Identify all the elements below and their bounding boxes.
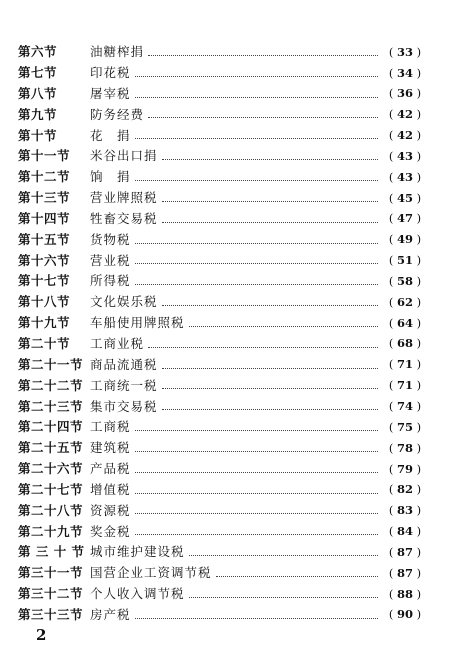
- section-label: 第二十五节: [18, 440, 84, 456]
- section-title: 米谷出口捐: [90, 148, 158, 164]
- toc-entry[interactable]: [18, 501, 428, 522]
- toc-entry[interactable]: [18, 480, 428, 501]
- page-number: ( 64 ): [382, 318, 428, 330]
- page-number: ( 43 ): [382, 151, 428, 163]
- section-label: 第八节: [18, 85, 58, 101]
- section-label: 第十七节: [18, 273, 71, 289]
- section-label: 第三十三节: [18, 606, 84, 622]
- page-number: ( 33 ): [382, 47, 428, 59]
- dot-leader: [148, 347, 378, 348]
- section-title: 所得税: [90, 273, 131, 289]
- page-number: ( 75 ): [382, 422, 428, 434]
- toc-entry[interactable]: [18, 334, 428, 355]
- dot-leader: [135, 472, 378, 473]
- section-title: 集市交易税: [90, 398, 158, 414]
- page-number: ( 78 ): [382, 443, 428, 455]
- section-label: 第十二节: [18, 169, 71, 185]
- dot-leader: [135, 493, 378, 494]
- section-title: 城市维护建设税: [90, 544, 185, 560]
- section-title: 印花税: [90, 65, 131, 81]
- toc-entry[interactable]: [18, 167, 428, 188]
- page-number: ( 43 ): [382, 172, 428, 184]
- section-title: 营业税: [90, 252, 131, 268]
- toc-entry[interactable]: [18, 125, 428, 146]
- section-title: 国营企业工资调节税: [90, 565, 212, 581]
- page-number: ( 71 ): [382, 380, 428, 392]
- page-number: ( 71 ): [382, 359, 428, 371]
- section-title: 防务经费: [90, 106, 145, 122]
- toc-entry[interactable]: [18, 292, 428, 313]
- section-title: 工商税: [90, 419, 131, 435]
- section-label: 第二十九节: [18, 523, 84, 539]
- section-label: 第二十三节: [18, 398, 84, 414]
- dot-leader: [135, 97, 378, 98]
- dot-leader: [135, 284, 378, 285]
- section-title: 油糖榨捐: [90, 44, 145, 60]
- dot-leader: [135, 513, 378, 514]
- toc-entry[interactable]: [18, 396, 428, 417]
- page-folio: 2: [36, 626, 47, 644]
- page-number: ( 79 ): [382, 464, 428, 476]
- section-title: 资源税: [90, 502, 131, 518]
- section-title: 牲畜交易税: [90, 210, 158, 226]
- table-of-contents: [18, 42, 428, 626]
- dot-leader: [135, 138, 378, 139]
- page-number: ( 51 ): [382, 255, 428, 267]
- dot-leader: [135, 180, 378, 181]
- section-label: 第十一节: [18, 148, 71, 164]
- toc-entry[interactable]: [18, 563, 428, 584]
- section-title: 工商统一税: [90, 377, 158, 393]
- page-number: ( 83 ): [382, 505, 428, 517]
- dot-leader: [162, 409, 378, 410]
- toc-entry[interactable]: [18, 250, 428, 271]
- toc-entry[interactable]: [18, 209, 428, 230]
- page-number: ( 62 ): [382, 297, 428, 309]
- toc-entry[interactable]: [18, 105, 428, 126]
- page-number: ( 90 ): [382, 609, 428, 621]
- toc-entry[interactable]: [18, 188, 428, 209]
- page-number: ( 58 ): [382, 276, 428, 288]
- dot-leader: [135, 76, 378, 77]
- page-number: ( 36 ): [382, 88, 428, 100]
- section-title: 房产税: [90, 606, 131, 622]
- page-number: ( 88 ): [382, 589, 428, 601]
- toc-entry[interactable]: [18, 313, 428, 334]
- section-label: 第六节: [18, 44, 58, 60]
- section-title: 屠宰税: [90, 85, 131, 101]
- section-label: 第三十二节: [18, 586, 84, 602]
- toc-entry[interactable]: [18, 584, 428, 605]
- dot-leader: [148, 55, 378, 56]
- section-label: 第二十六节: [18, 461, 84, 477]
- toc-entry[interactable]: [18, 84, 428, 105]
- section-label: 第二十八节: [18, 502, 84, 518]
- page-number: ( 74 ): [382, 401, 428, 413]
- section-title: 建筑税: [90, 440, 131, 456]
- section-title: 文化娱乐税: [90, 294, 158, 310]
- page-number: ( 49 ): [382, 234, 428, 246]
- section-title: 车船使用牌照税: [90, 315, 185, 331]
- dot-leader: [135, 430, 378, 431]
- toc-entry[interactable]: [18, 542, 428, 563]
- dot-leader: [162, 222, 378, 223]
- section-label: 第二十一节: [18, 356, 84, 372]
- section-label: 第 三 十 节: [18, 544, 85, 560]
- dot-leader: [162, 368, 378, 369]
- toc-entry[interactable]: [18, 355, 428, 376]
- dot-leader: [189, 326, 378, 327]
- dot-leader: [135, 618, 378, 619]
- section-label: 第十八节: [18, 294, 71, 310]
- section-title: 花 捐: [90, 127, 131, 143]
- section-label: 第十五节: [18, 231, 71, 247]
- dot-leader: [162, 159, 378, 160]
- section-title: 产品税: [90, 461, 131, 477]
- toc-entry[interactable]: [18, 438, 428, 459]
- toc-entry[interactable]: [18, 605, 428, 626]
- toc-entry[interactable]: [18, 230, 428, 251]
- section-title: 增值税: [90, 481, 131, 497]
- toc-entry[interactable]: [18, 521, 428, 542]
- section-label: 第二十节: [18, 335, 71, 351]
- page-number: ( 45 ): [382, 193, 428, 205]
- dot-leader: [148, 117, 378, 118]
- section-title: 奖金税: [90, 523, 131, 539]
- section-label: 第十九节: [18, 315, 71, 331]
- section-label: 第十节: [18, 127, 58, 143]
- dot-leader: [189, 597, 378, 598]
- page-number: ( 34 ): [382, 68, 428, 80]
- section-title: 商品流通税: [90, 356, 158, 372]
- dot-leader: [135, 534, 378, 535]
- page-number: ( 82 ): [382, 484, 428, 496]
- dot-leader: [162, 305, 378, 306]
- page-number: ( 87 ): [382, 568, 428, 580]
- section-label: 第十四节: [18, 210, 71, 226]
- page-number: ( 47 ): [382, 213, 428, 225]
- section-label: 第七节: [18, 65, 58, 81]
- toc-entry[interactable]: [18, 459, 428, 480]
- section-label: 第二十四节: [18, 419, 84, 435]
- dot-leader: [135, 243, 378, 244]
- dot-leader: [135, 263, 378, 264]
- section-label: 第十六节: [18, 252, 71, 268]
- dot-leader: [216, 576, 378, 577]
- dot-leader: [162, 201, 378, 202]
- page-number: ( 42 ): [382, 130, 428, 142]
- page-number: ( 68 ): [382, 338, 428, 350]
- page-number: ( 87 ): [382, 547, 428, 559]
- section-label: 第二十二节: [18, 377, 84, 393]
- dot-leader: [162, 388, 378, 389]
- toc-entry[interactable]: [18, 146, 428, 167]
- section-title: 营业牌照税: [90, 190, 158, 206]
- section-title: 饷 捐: [90, 169, 131, 185]
- section-title: 工商业税: [90, 335, 145, 351]
- section-label: 第十三节: [18, 190, 71, 206]
- toc-entry[interactable]: [18, 271, 428, 292]
- page-number: ( 84 ): [382, 526, 428, 538]
- section-title: 货物税: [90, 231, 131, 247]
- toc-entry[interactable]: [18, 42, 428, 63]
- section-title: 个人收入调节税: [90, 586, 185, 602]
- page-number: ( 42 ): [382, 109, 428, 121]
- toc-entry[interactable]: [18, 63, 428, 84]
- toc-entry[interactable]: [18, 376, 428, 397]
- toc-entry[interactable]: [18, 417, 428, 438]
- section-label: 第二十七节: [18, 481, 84, 497]
- dot-leader: [135, 451, 378, 452]
- dot-leader: [189, 555, 378, 556]
- section-label: 第九节: [18, 106, 58, 122]
- section-label: 第三十一节: [18, 565, 84, 581]
